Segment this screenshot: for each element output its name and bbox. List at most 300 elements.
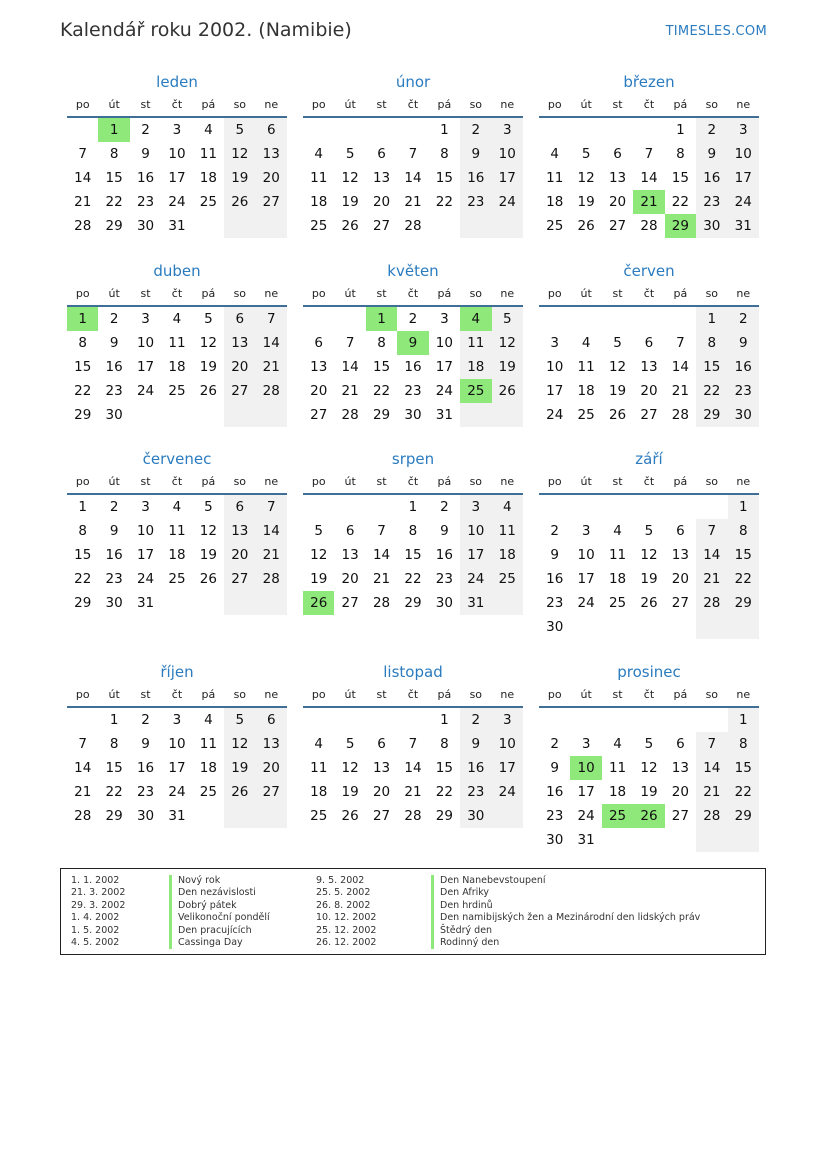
empty-day-cell <box>570 495 601 519</box>
day-cell: 29 <box>696 403 727 427</box>
day-cell: 2 <box>109 311 119 327</box>
day-cell: 11 <box>577 359 595 375</box>
weekday-label: po <box>75 475 90 488</box>
week-row <box>303 379 523 403</box>
day-cell: 23 <box>136 784 155 800</box>
day-cell: 22 <box>728 567 759 591</box>
weekday-label: pá <box>673 287 688 300</box>
month-name: duben <box>153 262 201 280</box>
holiday-day-cell: 4 <box>460 307 491 331</box>
day-cell: 3 <box>460 495 491 519</box>
week-row <box>539 615 759 639</box>
day-cell: 7 <box>256 307 287 331</box>
empty-day-cell <box>303 708 334 732</box>
day-cell: 21 <box>256 543 287 567</box>
empty-day-cell <box>728 828 759 852</box>
day-cell: 6 <box>256 118 287 142</box>
week-row <box>67 307 287 331</box>
week-row <box>67 756 287 780</box>
empty-day-cell <box>633 495 664 519</box>
week-row <box>539 519 759 543</box>
day-cell: 30 <box>460 804 491 828</box>
day-cell: 16 <box>728 355 759 379</box>
week-row <box>539 214 759 238</box>
day-cell: 27 <box>256 780 287 804</box>
day-cell: 12 <box>310 547 328 563</box>
day-cell: 13 <box>256 732 287 756</box>
day-cell: 19 <box>577 194 595 210</box>
week-row <box>539 567 759 591</box>
empty-day-cell <box>429 214 460 238</box>
day-cell: 23 <box>460 190 491 214</box>
month-0 <box>67 72 287 238</box>
day-cell: 20 <box>372 194 391 210</box>
week-row <box>303 214 523 238</box>
empty-day-cell <box>303 118 334 142</box>
empty-day-cell <box>633 615 664 639</box>
day-cell: 14 <box>372 547 391 563</box>
day-cell: 21 <box>74 784 92 800</box>
weekday-label: so <box>705 287 719 300</box>
day-cell: 24 <box>136 383 155 399</box>
day-cell: 28 <box>696 591 727 615</box>
weekday-label: út <box>108 98 120 111</box>
day-cell: 25 <box>546 218 564 234</box>
month-name: leden <box>156 73 198 91</box>
empty-day-cell <box>570 118 601 142</box>
day-cell: 10 <box>435 335 453 351</box>
week-row <box>539 732 759 756</box>
day-cell: 10 <box>460 519 491 543</box>
weekday-label: st <box>140 98 151 111</box>
day-cell: 23 <box>460 780 491 804</box>
day-cell: 13 <box>608 170 627 186</box>
day-cell: 8 <box>109 736 119 752</box>
day-cell: 18 <box>460 355 491 379</box>
day-cell: 18 <box>168 547 186 563</box>
day-cell: 10 <box>136 335 155 351</box>
month-name: únor <box>395 73 431 91</box>
day-cell: 9 <box>109 335 119 351</box>
empty-day-cell <box>224 214 255 238</box>
week-row <box>539 708 759 732</box>
day-cell: 1 <box>109 712 119 728</box>
day-cell: 16 <box>460 756 491 780</box>
weekday-header <box>67 283 287 305</box>
weekday-label: st <box>140 475 151 488</box>
week-row <box>303 780 523 804</box>
day-cell: 27 <box>640 407 658 423</box>
day-cell: 28 <box>341 407 359 423</box>
day-cell: 10 <box>577 547 595 563</box>
day-cell: 13 <box>256 142 287 166</box>
day-cell: 18 <box>199 760 217 776</box>
empty-day-cell <box>492 591 523 615</box>
week-row <box>67 567 287 591</box>
day-cell: 4 <box>314 146 323 162</box>
day-cell: 25 <box>608 595 627 611</box>
day-cell: 22 <box>435 784 453 800</box>
day-cell: 6 <box>314 335 323 351</box>
weekday-label: pá <box>437 98 452 111</box>
month-name: říjen <box>160 663 194 681</box>
weekday-label: út <box>108 475 120 488</box>
week-row <box>67 118 287 142</box>
empty-day-cell <box>224 804 255 828</box>
day-cell: 19 <box>224 756 255 780</box>
week-row <box>303 403 523 427</box>
empty-day-cell <box>492 214 523 238</box>
day-cell: 11 <box>310 760 328 776</box>
weekday-label: čt <box>643 688 655 701</box>
empty-day-cell <box>193 403 224 427</box>
day-cell: 16 <box>404 359 422 375</box>
day-cell: 29 <box>105 808 123 824</box>
week-row <box>67 142 287 166</box>
day-cell: 28 <box>404 808 422 824</box>
weekday-header <box>539 684 759 706</box>
weekday-header <box>539 94 759 116</box>
day-cell: 12 <box>492 331 523 355</box>
day-cell: 26 <box>640 595 658 611</box>
day-cell: 4 <box>204 712 213 728</box>
empty-day-cell <box>602 708 633 732</box>
day-cell: 8 <box>728 732 759 756</box>
week-row <box>539 142 759 166</box>
day-cell: 10 <box>546 359 564 375</box>
day-cell: 11 <box>168 523 186 539</box>
day-cell: 19 <box>640 784 658 800</box>
day-cell: 6 <box>377 146 386 162</box>
day-cell: 5 <box>581 146 591 162</box>
day-cell: 15 <box>728 543 759 567</box>
week-row <box>539 355 759 379</box>
day-cell: 31 <box>435 407 453 423</box>
day-cell: 22 <box>404 571 422 587</box>
day-cell: 12 <box>199 335 217 351</box>
day-cell: 11 <box>199 146 217 162</box>
day-cell: 1 <box>696 307 727 331</box>
day-cell: 10 <box>168 736 186 752</box>
day-cell: 4 <box>581 335 591 351</box>
day-cell: 19 <box>608 383 627 399</box>
day-cell: 23 <box>136 194 155 210</box>
day-cell: 5 <box>204 311 213 327</box>
day-cell: 12 <box>640 760 658 776</box>
day-cell: 9 <box>440 523 449 539</box>
day-cell: 14 <box>256 519 287 543</box>
weekday-label: čt <box>407 688 419 701</box>
empty-day-cell <box>397 118 428 142</box>
legend-holiday-name: Den hrdinů <box>431 900 700 912</box>
holiday-day-cell: 1 <box>67 307 98 331</box>
day-cell: 14 <box>404 760 422 776</box>
day-cell: 8 <box>440 736 449 752</box>
legend-holiday-name: Den namibijských žen a Mezinárodní den lidských práv <box>431 912 700 924</box>
day-cell: 21 <box>372 571 391 587</box>
day-cell: 15 <box>372 359 391 375</box>
day-cell: 13 <box>372 760 391 776</box>
day-cell: 18 <box>310 194 328 210</box>
weekday-label: čt <box>171 475 183 488</box>
empty-day-cell <box>570 307 601 331</box>
day-cell: 14 <box>696 756 727 780</box>
day-cell: 15 <box>435 170 453 186</box>
day-cell: 6 <box>256 708 287 732</box>
empty-day-cell <box>570 615 601 639</box>
holiday-day-cell: 25 <box>602 804 633 828</box>
legend-date: 29. 3. 2002 <box>71 899 126 911</box>
day-cell: 13 <box>224 331 255 355</box>
day-cell: 18 <box>492 543 523 567</box>
day-cell: 30 <box>696 214 727 238</box>
month-name: červenec <box>142 450 212 468</box>
day-cell: 26 <box>577 218 595 234</box>
day-cell: 30 <box>136 808 155 824</box>
weekday-label: út <box>344 98 356 111</box>
empty-day-cell <box>728 615 759 639</box>
day-cell: 24 <box>492 780 523 804</box>
weekday-label: čt <box>171 688 183 701</box>
day-cell: 4 <box>314 736 323 752</box>
day-cell: 9 <box>728 331 759 355</box>
day-cell: 21 <box>341 383 359 399</box>
weekday-label: pá <box>673 688 688 701</box>
weekday-label: st <box>612 287 623 300</box>
empty-day-cell <box>602 495 633 519</box>
day-cell: 28 <box>404 218 422 234</box>
month-5 <box>539 261 759 427</box>
weekday-label: pá <box>673 98 688 111</box>
day-cell: 27 <box>608 218 627 234</box>
day-cell: 5 <box>345 736 355 752</box>
day-cell: 12 <box>224 732 255 756</box>
day-cell: 19 <box>492 355 523 379</box>
weekday-label: so <box>469 688 483 701</box>
holiday-legend <box>60 868 766 955</box>
legend-date: 4. 5. 2002 <box>71 936 120 948</box>
week-row <box>539 756 759 780</box>
empty-day-cell <box>492 403 523 427</box>
holiday-day-cell: 25 <box>460 379 491 403</box>
day-cell: 6 <box>676 523 685 539</box>
day-cell: 20 <box>671 784 689 800</box>
day-cell: 16 <box>546 784 564 800</box>
day-cell: 24 <box>492 190 523 214</box>
day-cell: 23 <box>404 383 422 399</box>
day-cell: 1 <box>676 122 685 138</box>
day-cell: 16 <box>460 166 491 190</box>
week-row <box>303 495 523 519</box>
day-cell: 22 <box>105 194 123 210</box>
week-row <box>67 190 287 214</box>
day-cell: 10 <box>492 142 523 166</box>
week-row <box>539 379 759 403</box>
day-cell: 24 <box>460 567 491 591</box>
day-cell: 7 <box>644 146 654 162</box>
month-2 <box>539 72 759 238</box>
month-name: květen <box>387 262 439 280</box>
day-cell: 7 <box>78 146 87 162</box>
holiday-day-cell: 1 <box>366 307 397 331</box>
holiday-day-cell: 10 <box>570 756 601 780</box>
week-row <box>67 591 287 615</box>
day-cell: 9 <box>550 760 559 776</box>
day-cell: 18 <box>199 170 217 186</box>
day-cell: 30 <box>728 403 759 427</box>
day-cell: 26 <box>199 571 217 587</box>
empty-day-cell <box>334 495 365 519</box>
week-row <box>67 495 287 519</box>
legend-date: 25. 5. 2002 <box>316 887 371 899</box>
day-cell: 14 <box>74 170 92 186</box>
day-cell: 17 <box>168 170 186 186</box>
day-cell: 2 <box>109 499 119 515</box>
legend-date: 10. 12. 2002 <box>316 912 377 924</box>
empty-day-cell <box>665 615 696 639</box>
day-cell: 17 <box>492 756 523 780</box>
empty-day-cell <box>67 118 98 142</box>
day-cell: 4 <box>172 499 182 515</box>
month-7 <box>303 449 523 615</box>
day-cell: 8 <box>728 519 759 543</box>
day-cell: 12 <box>199 523 217 539</box>
empty-day-cell <box>161 403 192 427</box>
day-cell: 31 <box>728 214 759 238</box>
weekday-label: ne <box>500 287 515 300</box>
day-cell: 22 <box>74 383 92 399</box>
weekday-label: so <box>233 98 247 111</box>
day-cell: 15 <box>404 547 422 563</box>
site-brand-link[interactable]: TIMESLES.COM <box>665 24 767 39</box>
day-cell: 28 <box>696 804 727 828</box>
day-cell: 11 <box>546 170 564 186</box>
weekday-label: pá <box>201 98 216 111</box>
legend-holiday-name: Den Afriky <box>431 887 700 899</box>
day-cell: 7 <box>408 736 418 752</box>
weekday-label: ne <box>736 287 751 300</box>
day-cell: 21 <box>404 784 422 800</box>
weekday-label: so <box>233 287 247 300</box>
day-cell: 2 <box>460 708 491 732</box>
weekday-label: ne <box>500 475 515 488</box>
weekday-label: čt <box>643 98 655 111</box>
day-cell: 8 <box>408 523 418 539</box>
day-cell: 21 <box>696 780 727 804</box>
day-cell: 11 <box>460 331 491 355</box>
day-cell: 20 <box>224 355 255 379</box>
weekday-label: út <box>580 287 592 300</box>
week-row <box>303 190 523 214</box>
week-row <box>67 166 287 190</box>
weekday-label: ne <box>264 475 279 488</box>
day-cell: 1 <box>78 499 87 515</box>
week-row <box>67 708 287 732</box>
holiday-day-cell: 26 <box>633 804 664 828</box>
day-cell: 23 <box>546 595 564 611</box>
holiday-day-cell: 9 <box>397 331 428 355</box>
day-cell: 4 <box>492 495 523 519</box>
weekday-label: út <box>580 475 592 488</box>
day-cell: 8 <box>78 335 87 351</box>
day-cell: 18 <box>608 784 627 800</box>
empty-day-cell <box>130 403 161 427</box>
week-row <box>539 543 759 567</box>
weekday-label: čt <box>643 287 655 300</box>
day-cell: 18 <box>168 359 186 375</box>
empty-day-cell <box>665 495 696 519</box>
weekday-header <box>67 684 287 706</box>
weekday-label: ne <box>736 688 751 701</box>
day-cell: 14 <box>341 359 359 375</box>
day-cell: 25 <box>199 784 217 800</box>
day-cell: 1 <box>408 499 418 515</box>
day-cell: 2 <box>550 523 559 539</box>
empty-day-cell <box>633 708 664 732</box>
day-cell: 7 <box>696 732 727 756</box>
day-cell: 3 <box>492 708 523 732</box>
day-cell: 16 <box>105 359 123 375</box>
weekday-label: po <box>311 688 326 701</box>
week-row <box>303 756 523 780</box>
day-cell: 30 <box>404 407 422 423</box>
empty-day-cell <box>696 708 727 732</box>
day-cell: 3 <box>172 122 182 138</box>
day-cell: 21 <box>671 383 689 399</box>
day-cell: 3 <box>440 311 449 327</box>
day-cell: 4 <box>550 146 559 162</box>
day-cell: 3 <box>141 499 150 515</box>
weekday-label: pá <box>673 475 688 488</box>
weekday-label: po <box>75 688 90 701</box>
day-cell: 26 <box>224 190 255 214</box>
day-cell: 24 <box>546 407 564 423</box>
day-cell: 22 <box>105 784 123 800</box>
day-cell: 9 <box>696 142 727 166</box>
day-cell: 29 <box>728 804 759 828</box>
day-cell: 15 <box>435 760 453 776</box>
day-cell: 21 <box>696 567 727 591</box>
day-cell: 8 <box>377 335 386 351</box>
weekday-label: čt <box>407 287 419 300</box>
day-cell: 13 <box>671 547 689 563</box>
legend-date: 1. 1. 2002 <box>71 875 120 886</box>
month-4 <box>303 261 523 427</box>
weekday-label: so <box>705 98 719 111</box>
weekday-label: st <box>376 98 387 111</box>
month-3 <box>67 261 287 427</box>
day-cell: 8 <box>696 331 727 355</box>
weekday-label: po <box>547 287 562 300</box>
day-cell: 25 <box>199 194 217 210</box>
empty-day-cell <box>303 307 334 331</box>
day-cell: 5 <box>613 335 622 351</box>
empty-day-cell <box>602 118 633 142</box>
day-cell: 7 <box>377 523 386 539</box>
week-row <box>67 732 287 756</box>
week-row <box>539 828 759 852</box>
month-name: březen <box>623 73 675 91</box>
day-cell: 2 <box>728 307 759 331</box>
day-cell: 23 <box>546 808 564 824</box>
day-cell: 31 <box>136 595 155 611</box>
day-cell: 29 <box>105 218 123 234</box>
day-cell: 19 <box>199 359 217 375</box>
day-cell: 12 <box>224 142 255 166</box>
day-cell: 20 <box>372 784 391 800</box>
empty-day-cell <box>539 118 570 142</box>
weekday-label: pá <box>437 688 452 701</box>
